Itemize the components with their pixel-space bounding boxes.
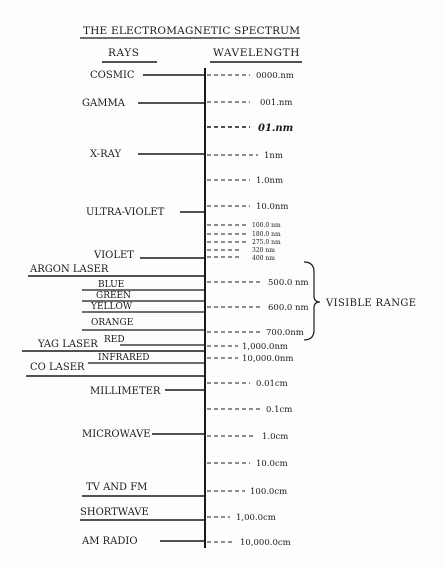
wavelength-label-1nm: 1nm (264, 151, 283, 161)
wavelength-label-10000nm: 10,000.0nm (242, 354, 294, 364)
ray-label-microwave: MICROWAVE (82, 429, 151, 440)
ray-label-am-radio: AM RADIO (82, 536, 138, 547)
wavelength-leaders (207, 75, 260, 542)
wavelength-label-0-1cm: 0.1cm (266, 405, 293, 415)
ray-label-co-laser: CO LASER (30, 362, 85, 373)
ray-label-green: GREEN (96, 291, 131, 301)
wavelength-label-10-0nm: 10.0nm (256, 202, 289, 212)
visible-range-brace (304, 262, 320, 340)
ray-label-ultra-violet: ULTRA-VIOLET (86, 207, 165, 218)
ray-label-orange: ORANGE (91, 318, 134, 328)
wavelength-label-400nm: 400 nm (252, 255, 275, 262)
ray-label-argon-laser: ARGON LASER (30, 264, 109, 275)
wavelength-label-0000nm: 0000.nm (256, 71, 294, 81)
ray-label-cosmic: COSMIC (90, 70, 135, 81)
wavelength-label-320nm: 320 nm (252, 247, 275, 254)
ray-label-gamma: GAMMA (82, 98, 125, 109)
wavelength-label-100nm: 100.0 nm (252, 222, 281, 229)
wavelength-label-100-0cm: 100.0cm (250, 487, 288, 497)
ray-label-tv-and-fm: TV AND FM (86, 482, 148, 493)
ray-label-blue: BLUE (98, 280, 125, 290)
wavelength-label-1-0nm: 1.0nm (256, 176, 284, 186)
ray-label-millimeter: MILLIMETER (90, 386, 161, 397)
wavelength-label-180nm: 180.0 nm (252, 231, 281, 238)
wavelength-label-1000nm: 1,000.0nm (242, 342, 288, 352)
wavelength-label-10-0cm: 10.0cm (256, 459, 288, 469)
ray-label-yellow: YELLOW (91, 302, 133, 312)
visible-range-label: VISIBLE RANGE (326, 298, 417, 309)
ray-label-yag-laser: YAG LASER (38, 339, 98, 350)
diagram-title: THE ELECTROMAGNETIC SPECTRUM (83, 25, 301, 37)
wavelength-label-600nm: 600.0 nm (268, 303, 309, 313)
wavelength-label-10000cm: 10,000.0cm (240, 538, 291, 548)
wavelength-label-001nm: 001.nm (260, 98, 293, 108)
ray-label-shortwave: SHORTWAVE (80, 507, 149, 518)
wavelength-label-01nm-handwritten: 01.nm (258, 123, 294, 134)
ray-label-infrared: INFRARED (98, 353, 150, 363)
wavelength-label-1-0cm: 1.0cm (262, 432, 289, 442)
wavelength-label-500nm: 500.0 nm (268, 278, 309, 288)
wavelength-label-275nm: 275.0 nm (252, 239, 281, 246)
wavelength-label-0-01cm: 0.01cm (256, 379, 288, 389)
wavelength-label-1-00-0cm: 1,00.0cm (236, 513, 276, 523)
rays-header: RAYS (108, 47, 140, 59)
ray-label-violet: VIOLET (94, 250, 134, 261)
ray-label-red: RED (104, 335, 125, 345)
wavelength-label-700nm: 700.0nm (266, 328, 304, 338)
ray-label-xray: X-RAY (90, 149, 122, 160)
wavelength-header: WAVELENGTH (213, 47, 300, 59)
